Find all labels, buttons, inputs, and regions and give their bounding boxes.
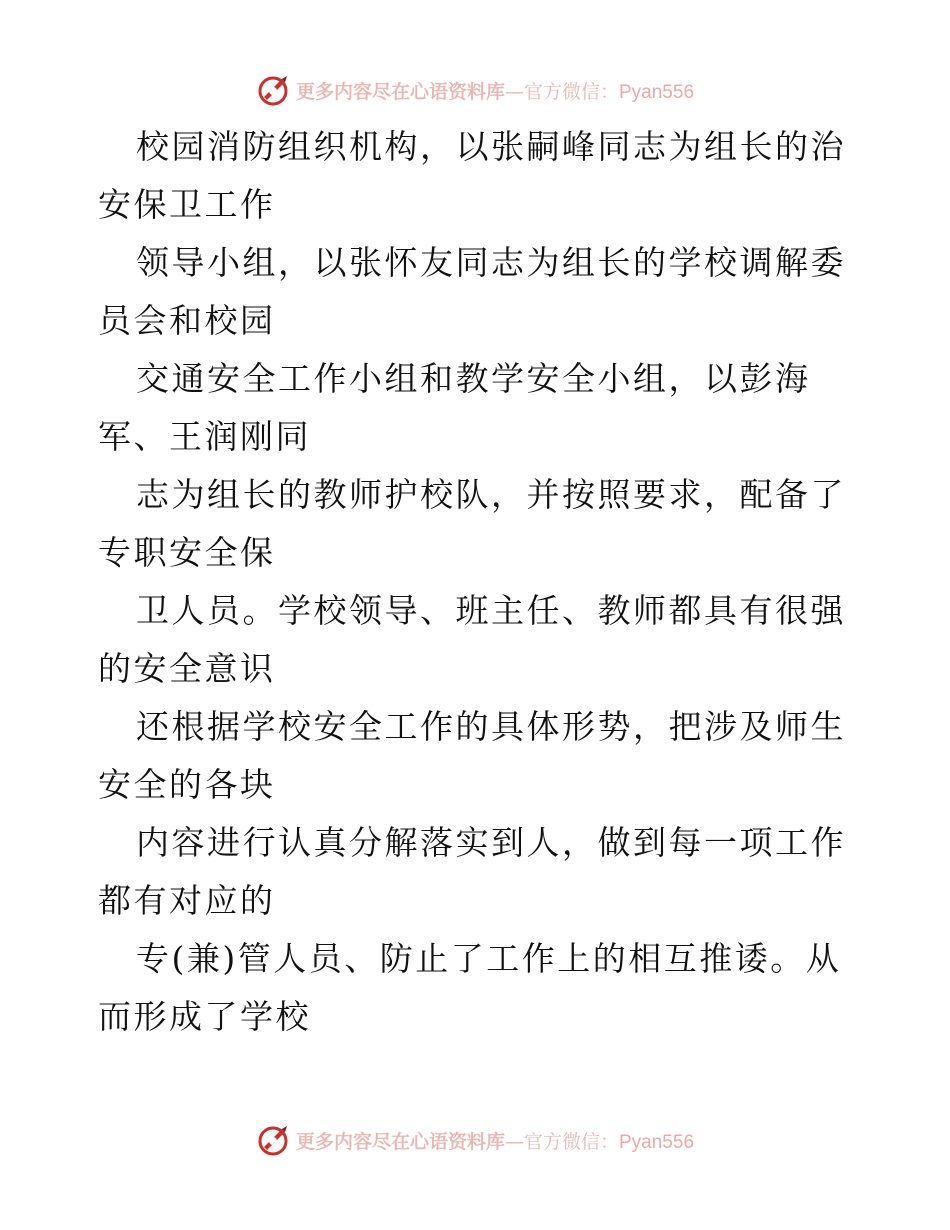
watermark-sub-text: 官方微信： <box>523 1130 619 1153</box>
paragraph: 内容进行认真分解落实到人，做到每一项工作都有对应的 <box>98 823 846 920</box>
watermark-main-text: 更多内容尽在心语资料库 <box>295 1130 505 1153</box>
header-watermark <box>0 70 950 110</box>
watermark-wechat-id: Pyan556 <box>619 81 695 103</box>
paragraph: 交通安全工作小组和教学安全小组，以彭海军、王润刚同 <box>98 359 811 456</box>
document-body <box>98 118 858 1046</box>
watermark-dash: — <box>504 1130 524 1153</box>
paragraph: 专(兼)管人员、防止了工作上的相互推诿。从而形成了学校 <box>98 939 842 1036</box>
footer-watermark <box>0 1120 950 1160</box>
paragraph: 校园消防组织机构，以张嗣峰同志为组长的治安保卫工作 <box>98 127 846 224</box>
watermark-dash: — <box>504 80 524 103</box>
watermark-main-text: 更多内容尽在心语资料库 <box>295 80 505 103</box>
quill-pen-logo-icon <box>256 1123 290 1157</box>
paragraph: 卫人员。学校领导、班主任、教师都具有很强的安全意识 <box>98 591 846 688</box>
watermark-wechat-id: Pyan556 <box>619 1131 695 1153</box>
watermark-sub-text: 官方微信： <box>523 80 619 103</box>
paragraph: 还根据学校安全工作的具体形势，把涉及师生安全的各块 <box>98 707 846 804</box>
paragraph: 领导小组，以张怀友同志为组长的学校调解委员会和校园 <box>98 243 846 340</box>
quill-pen-logo-icon <box>256 73 290 107</box>
paragraph: 志为组长的教师护校队，并按照要求，配备了专职安全保 <box>98 475 846 572</box>
